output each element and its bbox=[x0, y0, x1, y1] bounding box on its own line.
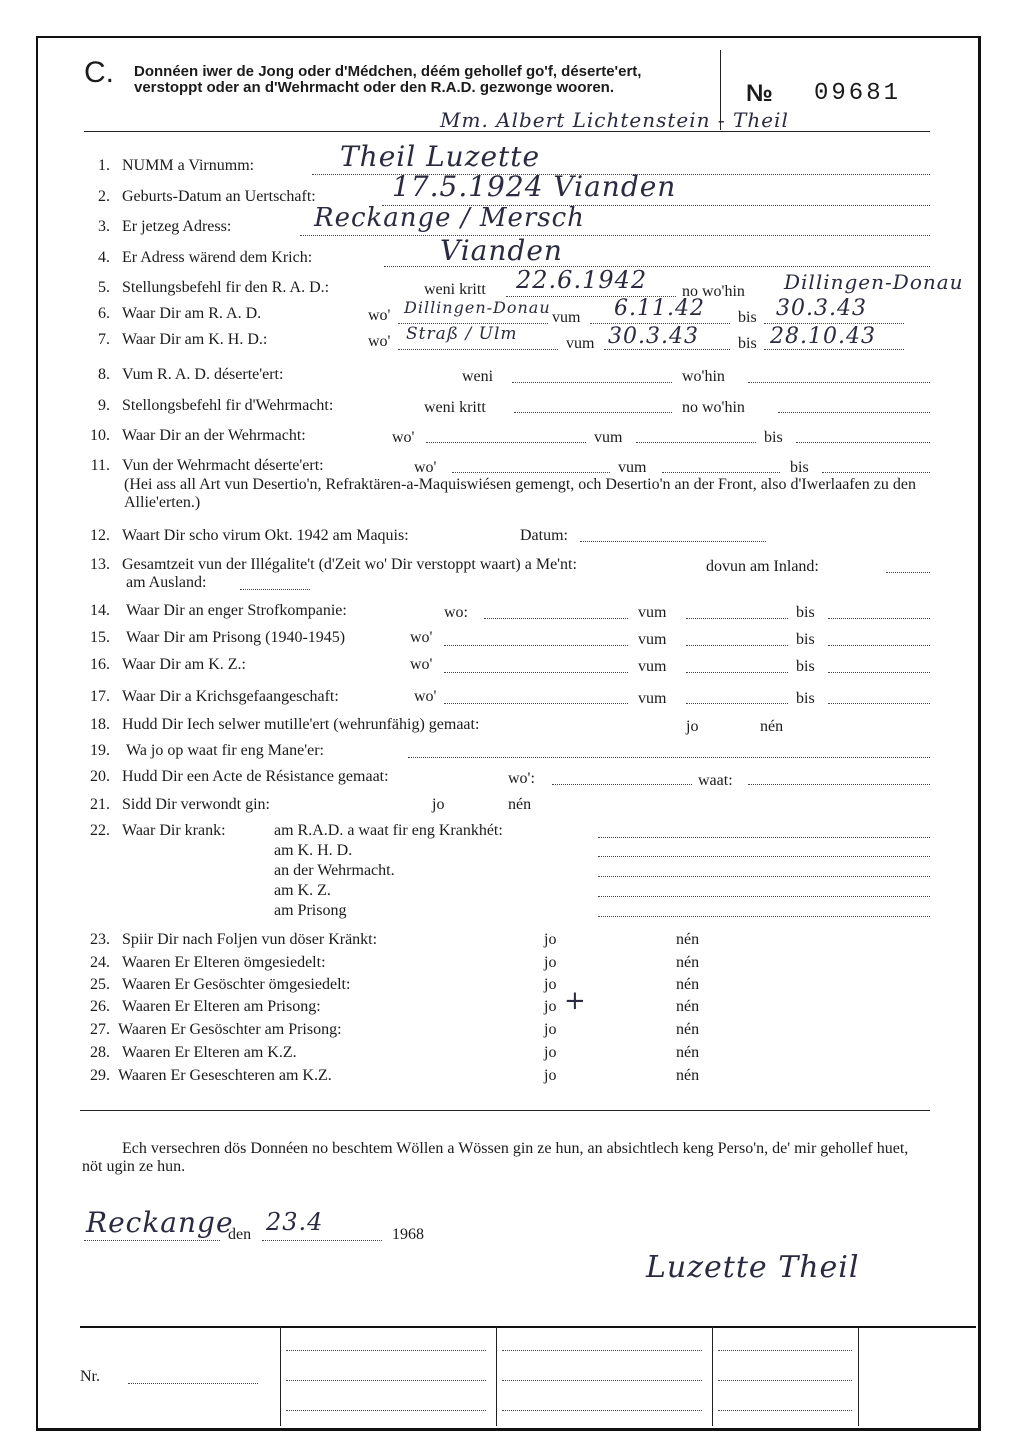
field-sublabel: bis bbox=[796, 604, 815, 621]
illness-sub-label: an der Wehrmacht. bbox=[274, 862, 395, 879]
field-label: Waar Dir an der Wehrmacht: bbox=[122, 427, 306, 444]
field-sublabel: vum bbox=[638, 604, 667, 621]
row-number: 4. bbox=[98, 249, 110, 266]
abroad-field[interactable] bbox=[240, 589, 310, 590]
no-option[interactable]: nén bbox=[508, 796, 532, 813]
row-number: 21. bbox=[90, 796, 110, 813]
wehrmacht-order-dest-field[interactable] bbox=[778, 412, 930, 413]
field-sublabel: Datum: bbox=[520, 527, 568, 544]
resistance-place-field[interactable] bbox=[552, 784, 692, 785]
fill-line bbox=[764, 349, 904, 350]
field-sublabel: no wo'hin bbox=[682, 283, 745, 300]
row-number: 18. bbox=[90, 716, 110, 733]
row-number: 17. bbox=[90, 688, 110, 705]
field-sublabel: dovun am Inland: bbox=[706, 558, 819, 575]
field-label: Waaren Er Gesöschter ömgesiedelt: bbox=[122, 976, 351, 993]
row-number: 26. bbox=[90, 998, 110, 1015]
field-label: NUMM a Virnumm: bbox=[122, 157, 255, 174]
field-label: Waaren Er Elteren am Prisong: bbox=[122, 998, 321, 1015]
row-number: 14. bbox=[90, 602, 110, 619]
pow-from-field[interactable] bbox=[686, 703, 788, 704]
field-sublabel: bis bbox=[796, 658, 815, 675]
illness-sub-label: am K. H. D. bbox=[274, 842, 353, 859]
wehrmacht-place-field[interactable] bbox=[426, 442, 586, 443]
row-number: 16. bbox=[90, 656, 110, 673]
field-sublabel: wo': bbox=[508, 770, 535, 787]
no-option[interactable]: nén bbox=[676, 976, 700, 993]
field-sublabel: vum bbox=[566, 335, 595, 352]
section-divider bbox=[80, 1110, 930, 1111]
resistance-what-field[interactable] bbox=[748, 784, 930, 785]
field-label: Waar Dir am R. A. D. bbox=[122, 305, 262, 322]
desert-to-field[interactable] bbox=[822, 472, 930, 473]
kz-to-field[interactable] bbox=[828, 672, 930, 673]
row-number: 25. bbox=[90, 976, 110, 993]
wartime-address-value[interactable]: Vianden bbox=[440, 234, 563, 267]
row-number: 27. bbox=[90, 1021, 110, 1038]
yes-option[interactable]: jo bbox=[432, 796, 445, 813]
field-label: Waart Dir scho virum Okt. 1942 am Maquis: bbox=[122, 527, 409, 544]
field-sublabel: weni kritt bbox=[424, 399, 486, 416]
yes-option[interactable]: jo bbox=[544, 1044, 557, 1061]
field-sublabel: weni bbox=[462, 368, 494, 385]
row-number: 15. bbox=[90, 629, 110, 646]
field-sublabel: no wo'hin bbox=[682, 399, 745, 416]
illness-kz-field[interactable] bbox=[598, 896, 930, 897]
field-label: Gesamtzeit vun der Illégalite't (d'Zeit wo' Dir verstoppt waart) a Me'nt: bbox=[122, 556, 577, 573]
signing-year: 1968 bbox=[392, 1226, 424, 1243]
rad-from[interactable]: 6.11.42 bbox=[614, 296, 705, 321]
row-number: 10. bbox=[90, 427, 110, 444]
field-sublabel: vum bbox=[552, 309, 581, 326]
nr-field[interactable] bbox=[128, 1383, 258, 1384]
declaration: Ech versechren dös Donnéen no beschtem Wöllen a Wössen gin ze hun, an absichtlech keng Perso'n, de' mir gehollef huet, nöt ugin ze hun. bbox=[82, 1140, 909, 1175]
row-number: 3. bbox=[98, 218, 110, 235]
yes-option[interactable]: jo bbox=[544, 1067, 557, 1084]
illness-prison-field[interactable] bbox=[598, 916, 930, 917]
field-sublabel: vum bbox=[594, 429, 623, 446]
kz-place-field[interactable] bbox=[444, 672, 628, 673]
field-sublabel: bis bbox=[738, 309, 757, 326]
field-sublabel: wo' bbox=[414, 688, 437, 705]
field-sublabel: bis bbox=[790, 459, 809, 476]
number-label: № bbox=[746, 80, 773, 107]
field-label: Er Adress wärend dem Krich: bbox=[122, 249, 313, 266]
yes-option[interactable]: jo bbox=[544, 998, 557, 1015]
signature[interactable]: Luzette Theil bbox=[646, 1250, 860, 1285]
row-number: 20. bbox=[90, 768, 110, 785]
rad-to[interactable]: 30.3.43 bbox=[776, 296, 867, 321]
field-sublabel: wo' bbox=[410, 629, 433, 646]
illness-sub-label: am Prisong bbox=[274, 902, 347, 919]
name-value[interactable]: Theil Luzette bbox=[340, 140, 541, 173]
field-sublabel: vum bbox=[638, 631, 667, 648]
field-sublabel: wo'hin bbox=[682, 368, 725, 385]
field-sublabel: weni kritt bbox=[424, 281, 486, 298]
signing-date[interactable]: 23.4 bbox=[266, 1208, 324, 1236]
no-option[interactable]: nén bbox=[676, 998, 700, 1015]
field-label: Waaren Er Elteren ömgesiedelt: bbox=[122, 954, 326, 971]
manner-field[interactable] bbox=[408, 757, 930, 758]
illness-sub-label: am K. Z. bbox=[274, 882, 331, 899]
yes-option[interactable]: jo bbox=[686, 718, 699, 735]
field-sublabel: vum bbox=[638, 658, 667, 675]
khd-place[interactable]: Straß / Ulm bbox=[406, 324, 518, 344]
footer-field[interactable] bbox=[718, 1380, 852, 1381]
no-option[interactable]: nén bbox=[676, 954, 700, 971]
field-sublabel: wo: bbox=[444, 604, 468, 621]
illness-rad-field[interactable] bbox=[598, 837, 930, 838]
fill-line bbox=[300, 235, 930, 236]
field-label: Waar Dir am K. Z.: bbox=[122, 656, 246, 673]
rad-place[interactable]: Dillingen-Donau bbox=[404, 298, 551, 317]
footer-field[interactable] bbox=[502, 1380, 702, 1381]
field-label: Wa jo op waat fir eng Mane'er: bbox=[126, 742, 324, 759]
field-label: Vun der Wehrmacht déserte'ert: bbox=[122, 457, 324, 474]
field-label: Sidd Dir verwondt gin: bbox=[122, 796, 270, 813]
row-number: 11. bbox=[90, 457, 110, 474]
wehrmacht-to-field[interactable] bbox=[796, 442, 930, 443]
signing-place[interactable]: Reckange bbox=[86, 1206, 234, 1239]
no-option[interactable]: nén bbox=[760, 718, 784, 735]
yes-option[interactable]: jo bbox=[544, 976, 557, 993]
footer-col bbox=[858, 1327, 859, 1426]
row-number: 23. bbox=[90, 931, 110, 948]
field-label: Waar Dir a Krichsgefaangeschaft: bbox=[122, 688, 339, 705]
pow-place-field[interactable] bbox=[444, 703, 628, 704]
field-label: Hudd Dir een Acte de Résistance gemaat: bbox=[122, 768, 389, 785]
prison-from-field[interactable] bbox=[686, 645, 788, 646]
illness-khd-field[interactable] bbox=[598, 856, 930, 857]
field-label: Waar Dir am K. H. D.: bbox=[122, 331, 268, 348]
pow-to-field[interactable] bbox=[828, 703, 930, 704]
footer-col bbox=[280, 1327, 281, 1426]
prison-place-field[interactable] bbox=[444, 645, 628, 646]
rad-desert-dest-field[interactable] bbox=[748, 382, 930, 383]
footer-field[interactable] bbox=[286, 1410, 486, 1411]
field-label: Waar Dir an enger Strofkompanie: bbox=[126, 602, 347, 619]
row-number: 19. bbox=[90, 742, 110, 759]
section-letter: C. bbox=[84, 56, 114, 89]
handwritten-note: Mm. Albert Lichtenstein - Theil bbox=[440, 108, 789, 132]
field-label: Waar Dir krank: bbox=[122, 822, 226, 839]
strof-from-field[interactable] bbox=[686, 618, 788, 619]
field-sublabel: wo' bbox=[368, 333, 391, 350]
field-sublabel: bis bbox=[764, 429, 783, 446]
inland-field[interactable] bbox=[886, 572, 930, 573]
fill-line bbox=[262, 1240, 382, 1241]
row-number: 9. bbox=[98, 397, 110, 414]
yes-option[interactable]: jo bbox=[544, 954, 557, 971]
field-sublabel: wo' bbox=[392, 429, 415, 446]
footer-field[interactable] bbox=[502, 1350, 702, 1351]
field-sublabel: wo' bbox=[414, 459, 437, 476]
row-number: 13. bbox=[90, 556, 110, 573]
khd-to[interactable]: 28.10.43 bbox=[770, 324, 876, 349]
footer-rule bbox=[80, 1326, 976, 1328]
form-number: 09681 bbox=[814, 80, 902, 107]
strof-place-field[interactable] bbox=[484, 618, 628, 619]
khd-from[interactable]: 30.3.43 bbox=[608, 324, 699, 349]
row-number: 6. bbox=[98, 305, 110, 322]
field-label: Waaren Er Elteren am K.Z. bbox=[122, 1044, 297, 1061]
yes-option[interactable]: jo bbox=[544, 931, 557, 948]
rad-desert-date-field[interactable] bbox=[512, 382, 672, 383]
den-label: den bbox=[228, 1226, 252, 1243]
row-number: 24. bbox=[90, 954, 110, 971]
field-sublabel: bis bbox=[796, 631, 815, 648]
rad-order-destination[interactable]: Dillingen-Donau bbox=[784, 270, 964, 294]
no-option[interactable]: nén bbox=[676, 931, 700, 948]
row-number: 22. bbox=[90, 822, 110, 839]
desert-from-field[interactable] bbox=[662, 472, 780, 473]
no-option[interactable]: nén bbox=[676, 1044, 700, 1061]
row-number: 1. bbox=[98, 157, 110, 174]
field-sublabel: wo' bbox=[368, 307, 391, 324]
desertion-note: (Hei ass all Art vun Desertio'n, Refraktären-a-Maquiswiésen gemengt, och Desertio'n an der Front, also d'Iwerlaafen zu den Allie'erten.) bbox=[124, 476, 916, 511]
field-label: Waaren Er Gesöschter am Prisong: bbox=[118, 1021, 342, 1038]
no-option[interactable]: nén bbox=[676, 1021, 700, 1038]
nr-label: Nr. bbox=[80, 1368, 100, 1385]
fill-line bbox=[84, 1240, 220, 1241]
field-label: Stellongsbefehl fir d'Wehrmacht: bbox=[122, 397, 334, 414]
field-label: Spiir Dir nach Foljen vun döser Kränkt: bbox=[122, 931, 378, 948]
wehrmacht-order-date-field[interactable] bbox=[514, 412, 672, 413]
row-number: 8. bbox=[98, 366, 110, 383]
maquis-date-field[interactable] bbox=[580, 541, 766, 542]
row-number: 29. bbox=[90, 1067, 110, 1084]
footer-field[interactable] bbox=[286, 1380, 486, 1381]
footer-col bbox=[712, 1327, 713, 1426]
field-sublabel: wo' bbox=[410, 656, 433, 673]
field-label: Er jetzeg Adress: bbox=[122, 218, 232, 235]
field-sublabel: vum bbox=[618, 459, 647, 476]
address-value[interactable]: Reckange / Mersch bbox=[314, 203, 585, 233]
footer-field[interactable] bbox=[502, 1410, 702, 1411]
footer-col bbox=[496, 1327, 497, 1426]
yes-option[interactable]: jo bbox=[544, 1021, 557, 1038]
row-number: 7. bbox=[98, 331, 110, 348]
check-mark: + bbox=[564, 986, 587, 1016]
fill-line bbox=[604, 349, 730, 350]
form-title: Donnéen iwer de Jong oder d'Médchen, déém gehollef go'f, déserte'ert, verstoppt oder an d'Wehrmacht oder den R.A.D. gezwonge wooren. bbox=[134, 63, 642, 96]
wehrmacht-from-field[interactable] bbox=[636, 442, 756, 443]
no-option[interactable]: nén bbox=[676, 1067, 700, 1084]
field-sublabel: bis bbox=[796, 690, 815, 707]
footer-field[interactable] bbox=[286, 1350, 486, 1351]
footer-field[interactable] bbox=[718, 1350, 852, 1351]
field-label: Stellungsbefehl fir den R. A. D.: bbox=[122, 279, 330, 296]
desert-place-field[interactable] bbox=[452, 472, 610, 473]
field-sublabel: bis bbox=[738, 335, 757, 352]
field-sublabel: vum bbox=[638, 690, 667, 707]
fill-line bbox=[398, 349, 558, 350]
field-label: Vum R. A. D. déserte'ert: bbox=[122, 366, 284, 383]
birth-value[interactable]: 17.5.1924 Vianden bbox=[392, 170, 677, 203]
footer-field[interactable] bbox=[718, 1410, 852, 1411]
rad-order-date[interactable]: 22.6.1942 bbox=[516, 266, 648, 294]
illness-sub-label: am R.A.D. a waat fir eng Krankhét: bbox=[274, 822, 503, 839]
field-label: Geburts-Datum an Uertschaft: bbox=[122, 188, 316, 205]
illness-wehrmacht-field[interactable] bbox=[598, 876, 930, 877]
row-number: 12. bbox=[90, 527, 110, 544]
field-sublabel: waat: bbox=[698, 772, 733, 789]
field-label: Waaren Er Geseschteren am K.Z. bbox=[118, 1067, 332, 1084]
strof-to-field[interactable] bbox=[828, 618, 930, 619]
field-sublabel: am Ausland: bbox=[126, 574, 207, 591]
kz-from-field[interactable] bbox=[686, 672, 788, 673]
prison-to-field[interactable] bbox=[828, 645, 930, 646]
field-label: Hudd Dir Iech selwer mutille'ert (wehrunfähig) gemaat: bbox=[122, 716, 480, 733]
field-label: Waar Dir am Prisong (1940-1945) bbox=[126, 629, 346, 646]
row-number: 2. bbox=[98, 188, 110, 205]
row-number: 5. bbox=[98, 279, 110, 296]
row-number: 28. bbox=[90, 1044, 110, 1061]
